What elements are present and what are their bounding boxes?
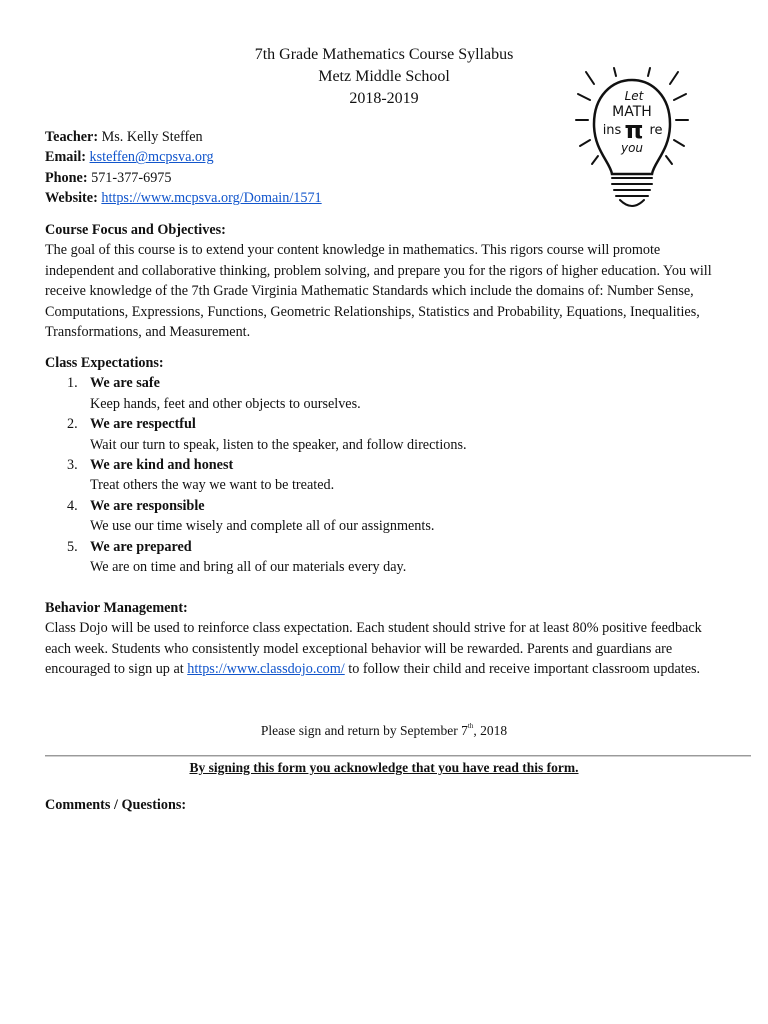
item-description: We are on time and bring all of our materials every day.: [90, 559, 407, 576]
email-link[interactable]: ksteffen@mcpsva.org: [89, 149, 214, 166]
classdojo-link[interactable]: https://www.classdojo.com/: [187, 661, 345, 678]
item-title: We are prepared: [90, 538, 192, 555]
expectations-list: [45, 373, 725, 577]
logo-line3b: re: [649, 123, 663, 138]
course-focus-heading: Course Focus and Objectives:: [45, 222, 226, 238]
item-number: 3.: [67, 457, 78, 474]
return-year: , 2018: [473, 723, 508, 738]
email-label: Email:: [45, 149, 86, 166]
return-text: Please sign and return by September 7: [260, 723, 468, 738]
logo-line4: you: [620, 141, 644, 155]
class-expectations-heading: Class Expectations:: [45, 355, 164, 371]
return-superscript: th: [467, 722, 474, 730]
list-item: [45, 496, 725, 537]
phone-number: 571-377-6975: [91, 169, 172, 186]
lightbulb-icon: [572, 66, 692, 216]
item-description: Keep hands, feet and other objects to ourselves.: [90, 395, 361, 412]
sign-return-note: [0, 721, 768, 741]
course-focus-body: The goal of this course is to extend your content knowledge in mathematics. This rigors course will promote independent and collaborative thinking, problem solving, and prepare you for the rigors of higher education. You will receive knowledge of the 7th Grade Virginia Mathematic Standards which include the domains of: Number Sense, Computations, Expressions, Functions, Geometric Relationships, Statistics and Probability, Equations, Inequalities, Transformations, and Measurement.: [45, 242, 712, 341]
item-title: We are safe: [90, 375, 160, 392]
school-name: Metz Middle School: [318, 68, 450, 85]
item-number: 2.: [67, 416, 78, 433]
class-expectations-section: [45, 353, 725, 577]
website-link[interactable]: https://www.mcpsva.org/Domain/1571: [101, 190, 322, 207]
item-description: We use our time wisely and complete all of our assignments.: [90, 518, 435, 535]
school-year: 2018-2019: [349, 90, 419, 107]
item-number: 5.: [67, 538, 78, 555]
list-item: [45, 414, 725, 455]
behavior-management-heading: Behavior Management:: [45, 600, 188, 616]
behavior-text-before: Class Dojo will be used to reinforce class expectation. Each student should strive for at least 80% positive feedback each week. Students who consistently model exceptional behavior will be rewarded. Parents and guardians are encouraged to sign up at: [45, 620, 702, 678]
item-title: We are kind and honest: [90, 457, 234, 474]
item-number: 1.: [67, 375, 78, 392]
logo-line2: MATH: [612, 104, 652, 120]
teacher-row: [45, 127, 565, 147]
behavior-text-after: to follow their child and receive important classroom updates.: [344, 661, 701, 678]
website-row: [45, 188, 565, 208]
behavior-management-section: [45, 598, 725, 680]
list-item: [45, 537, 725, 578]
logo-line3a: ins: [602, 123, 622, 138]
phone-row: [45, 168, 565, 188]
divider: [45, 755, 751, 757]
teacher-label: Teacher:: [45, 129, 99, 145]
acknowledgement-text: By signing this form you acknowledge that you have read this form.: [189, 760, 579, 775]
item-number: 4.: [67, 497, 78, 514]
course-title: 7th Grade Mathematics Course Syllabus: [254, 46, 514, 63]
contact-info: [45, 127, 565, 209]
website-label: Website:: [45, 190, 98, 207]
item-description: Wait our turn to speak, listen to the speaker, and follow directions.: [90, 436, 467, 453]
list-item: [45, 455, 725, 496]
course-focus-section: [45, 220, 725, 342]
phone-label: Phone:: [45, 169, 88, 186]
item-title: We are responsible: [90, 497, 205, 514]
logo-line1: Let: [624, 89, 644, 103]
item-title: We are respectful: [90, 416, 196, 433]
email-row: [45, 147, 565, 167]
list-item: [45, 373, 725, 414]
behavior-management-body: [45, 618, 725, 679]
item-description: Treat others the way we want to be treated.: [90, 477, 335, 494]
teacher-name: Ms. Kelly Steffen: [101, 129, 203, 145]
comments-label: Comments / Questions:: [45, 797, 187, 813]
logo-pi: π: [624, 116, 644, 144]
